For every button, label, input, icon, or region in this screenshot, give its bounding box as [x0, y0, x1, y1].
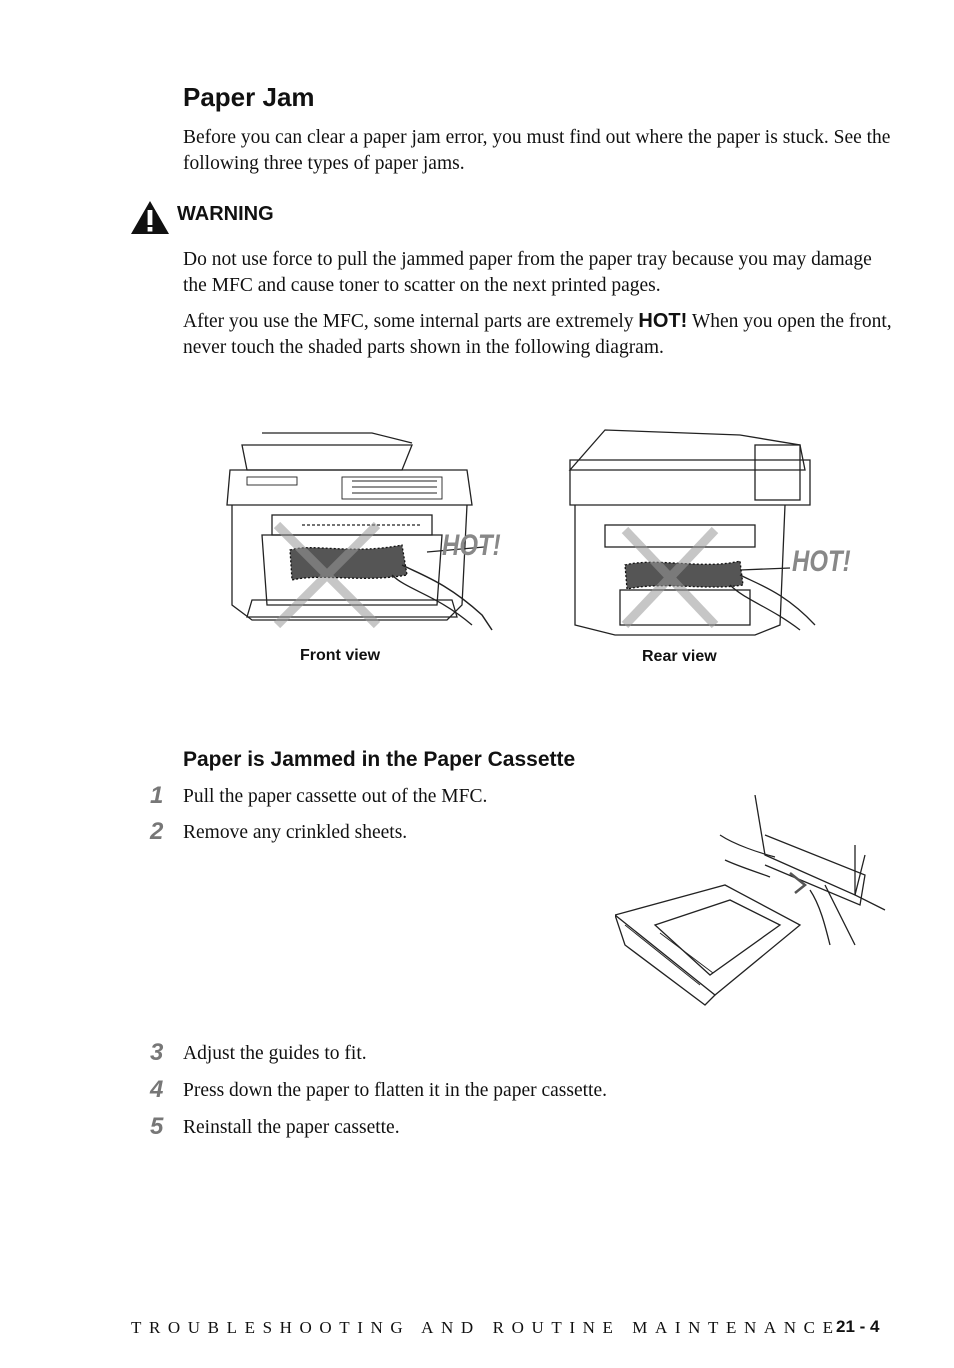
intro-paragraph: Before you can clear a paper jam error, you must find out where the paper is stuck. See the following three types of paper jams. [183, 127, 891, 174]
step-text: Remove any crinkled sheets. [183, 822, 408, 843]
paper-cassette-illustration [615, 795, 890, 1017]
warning-text: Do not use force to pull the jammed paper from the paper tray because you may damage the MFC and cause toner to scatter on the next printed pages. [183, 249, 872, 296]
step-text: Pull the paper cassette out of the MFC. [183, 786, 488, 807]
step-text: Adjust the guides to fit. [183, 1043, 367, 1064]
step-text: Reinstall the paper cassette. [183, 1117, 400, 1138]
step-number: 4 [150, 1076, 164, 1103]
front-view-caption: Front view [300, 647, 381, 664]
footer-section-title: TROUBLESHOOTING AND ROUTINE MAINTENANCE [131, 1318, 841, 1337]
page-title: Paper Jam [183, 82, 315, 112]
step-number: 2 [150, 818, 164, 845]
hot-warning-text: After you use the MFC, some internal parts are extremely HOT! When you open the front, never touch the shaded parts shown in the following diagram. [183, 310, 892, 358]
step-number: 3 [150, 1039, 164, 1066]
rear-view-illustration [565, 425, 825, 640]
step-number: 5 [150, 1113, 164, 1140]
rear-view-caption: Rear view [642, 648, 717, 665]
warning-icon [130, 200, 170, 236]
step-number: 1 [150, 782, 164, 809]
section-title: Paper is Jammed in the Paper Cassette [183, 748, 576, 771]
rear-hot-label: HOT! [792, 545, 851, 578]
warning-title: WARNING [177, 203, 274, 225]
hot-emphasis: HOT! [638, 310, 688, 332]
front-hot-label: HOT! [442, 529, 501, 562]
page-number: 21 - 4 [836, 1317, 880, 1336]
step-text: Press down the paper to flatten it in the paper cassette. [183, 1080, 607, 1101]
